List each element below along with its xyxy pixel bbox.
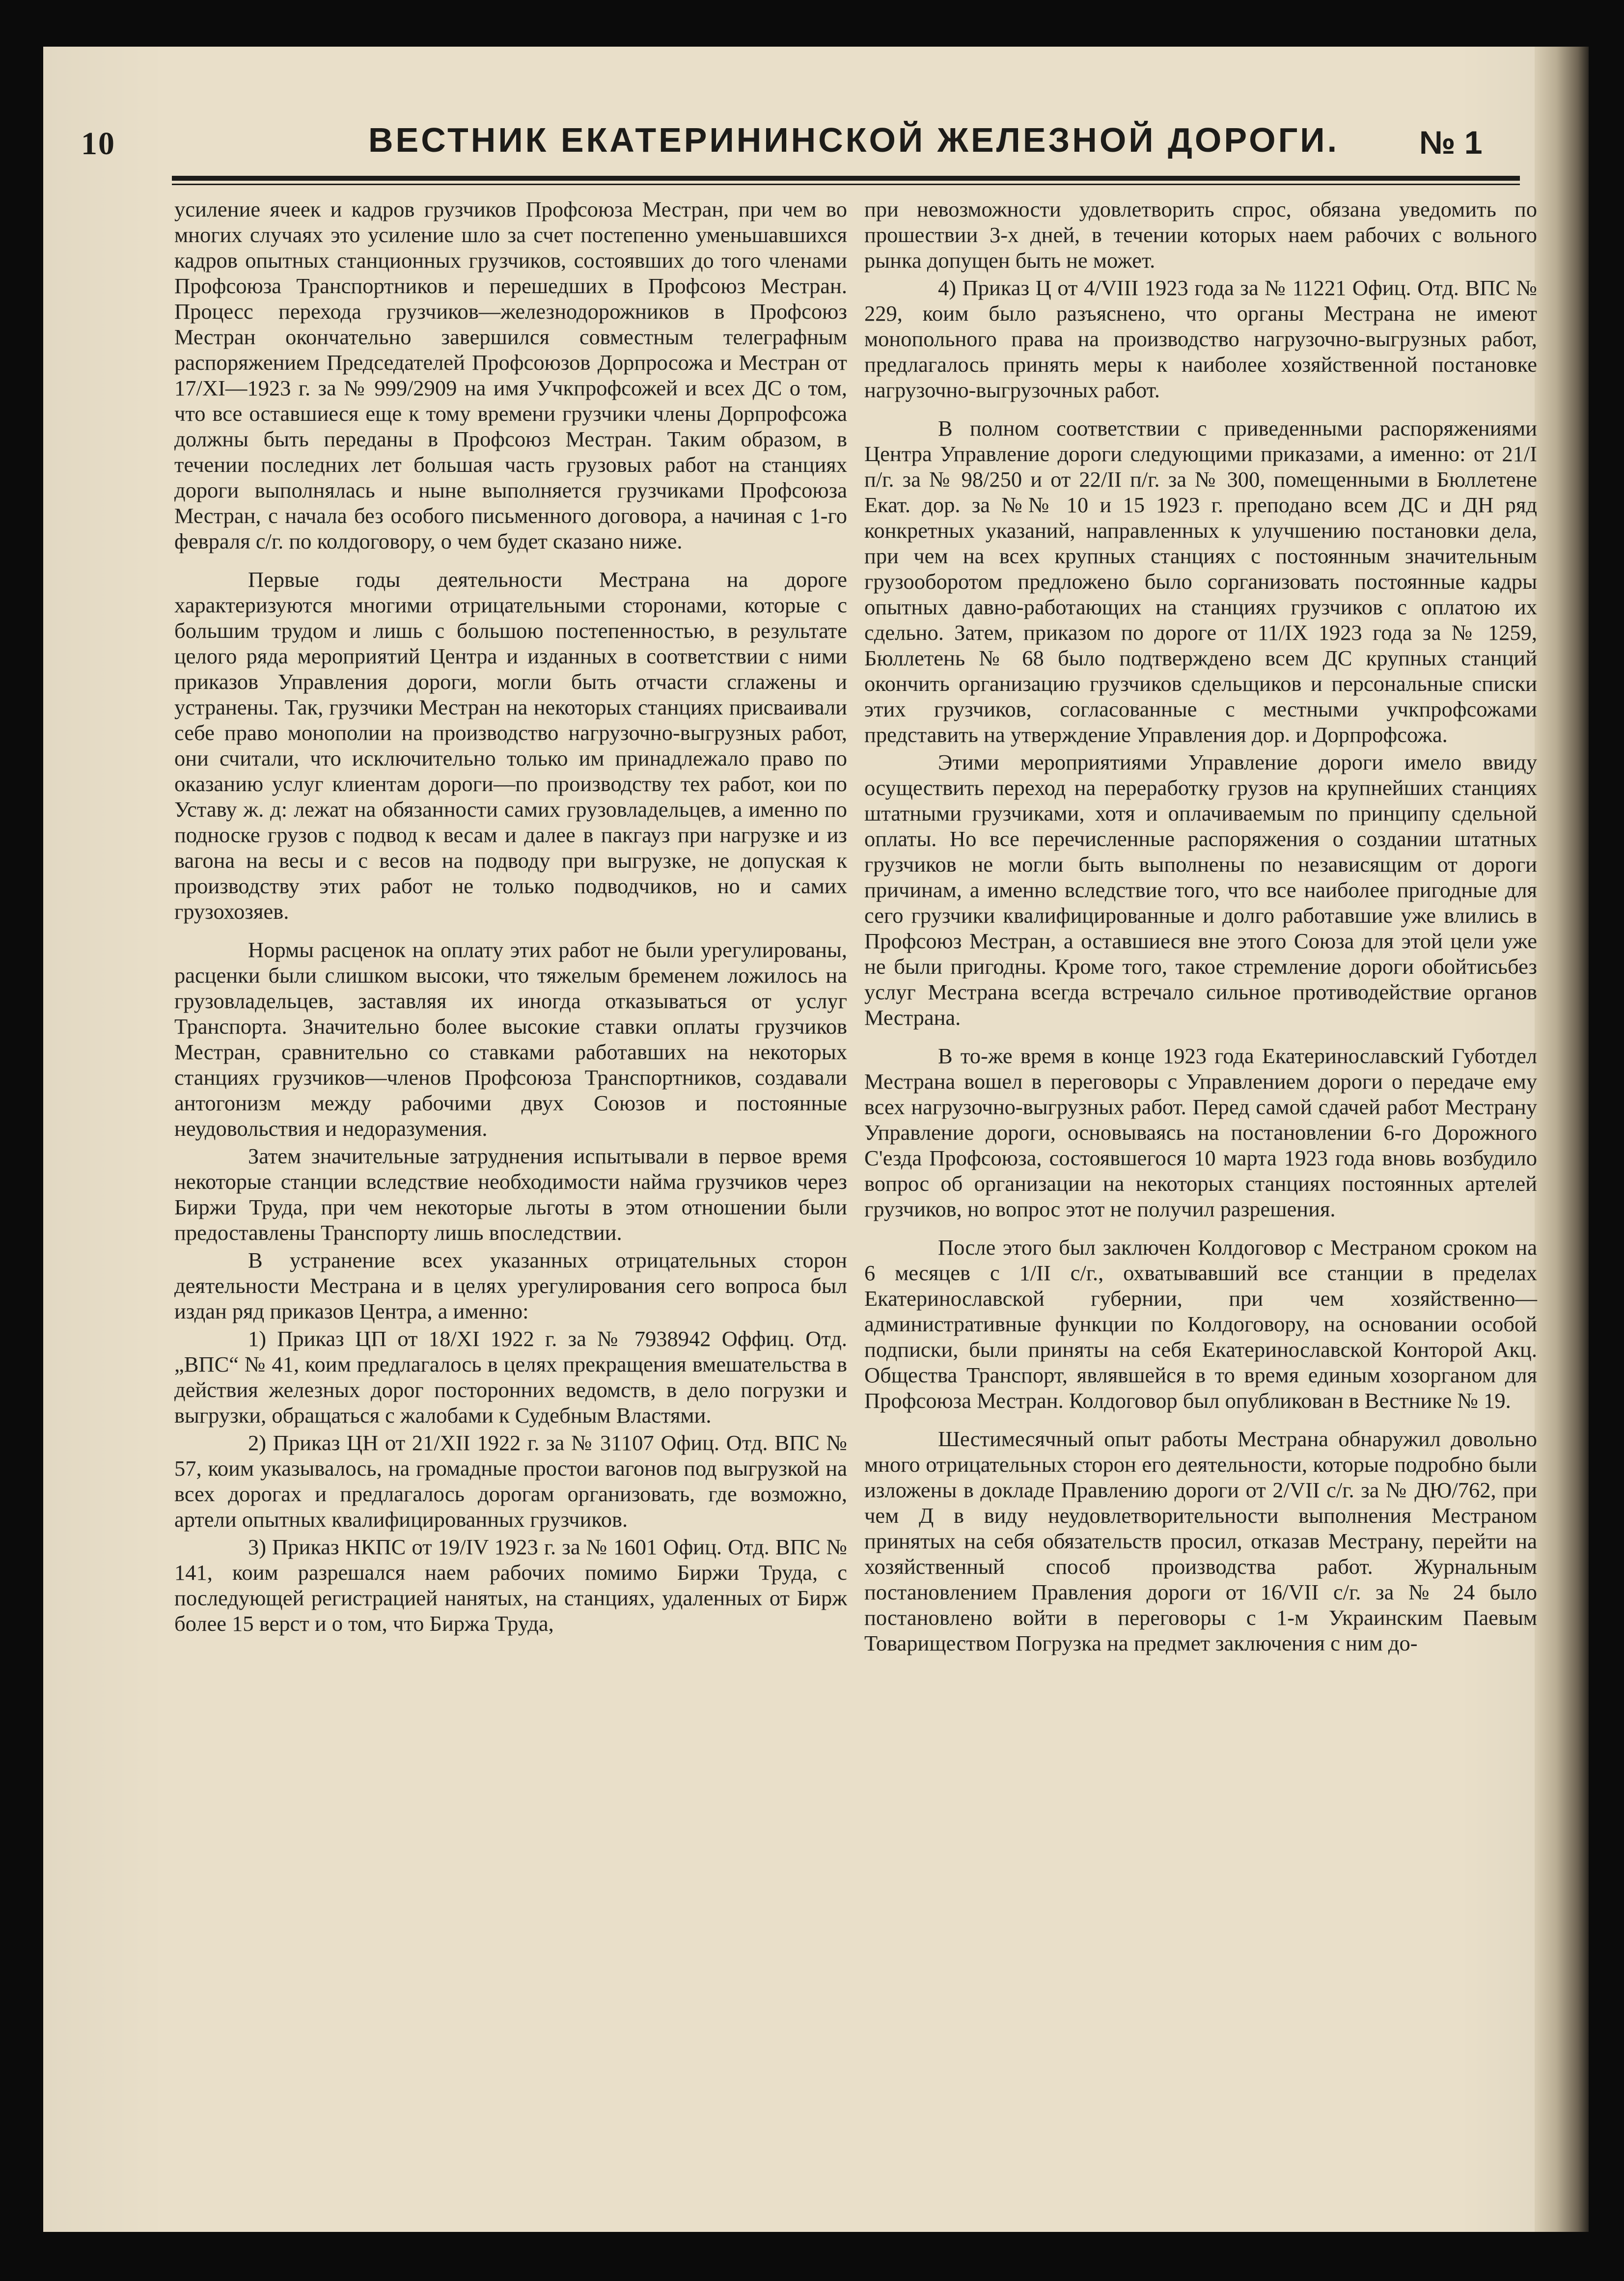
paragraph: 4) Приказ Ц от 4/VIII 1923 года за № 11221 Офиц. Отд. ВПС № 229, коим было разъяснено, что органы Местрана не имеют монопольного права на производство нагрузочно-выгрузных работ, предлагалось принять меры к наиболее хозяйственной постановке нагрузочно-выгрузочных работ. [864, 275, 1537, 402]
paragraph: После этого был заключен Колдоговор с Местраном сроком на 6 месяцев с 1/II с/г., охватывавший все станции в пределах Екатеринославской губернии, при чем хозяйственно—административные функции по Колдоговору, на основании особой подписки, были приняты на себя Екатеринославской Конторой Акц. Общества Транспорт, являвшейся в то время единым хозорганом для Профсоюза Местран. Колдоговор был опубликован в Вестнике № 19. [864, 1235, 1537, 1413]
paragraph: Шестимесячный опыт работы Местрана обнаружил довольно много отрицательных сторон его деятельности, которые подробно были изложены в докладе Правлению дороги от 2/VII с/г. за № ДЮ/762, при чем Д в виду неудовлетворительности выполнения Местраном принятых на себя обязательств просил, отказав Местрану, перейти на хозяйственный способ производства работ. Журнальным постановлением Правления дороги от 16/VII с/г. за № 24 было постановлено войти в переговоры с 1-м Украинским Паевым Товариществом Погрузка на предмет заключения с ним до- [864, 1427, 1537, 1655]
paragraph: В устранение всех указанных отрицательных сторон деятельности Местрана и в целях урегулирования сего вопроса был издан ряд приказов Центра, а именно: [174, 1248, 847, 1323]
journal-title: ВЕСТНИК ЕКАТЕРИНИНСКОЙ ЖЕЛЕЗНОЙ ДОРОГИ. [368, 121, 1340, 159]
paragraph: Нормы расценок на оплату этих работ не были урегулированы, расценки были слишком высоки, что тяжелым бременем ложилось на грузовладельцев, заставляя их иногда отказываться от услуг Транспорта. Значительно более высокие ставки оплаты грузчиков Местран, сравнительно со ставками работавших на некоторых станциях грузчиков—членов Профсоюза Транспортников, создавали антогонизм между рабочими двух Союзов и постоянные неудовольствия и недоразумения. [174, 937, 847, 1141]
header-rule-thick [172, 176, 1520, 181]
paragraph: В полном соответствии с приведенными распоряжениями Центра Управление дороги следующими приказами, а именно: от 21/I п/г. за № 98/250 и от 22/II п/г. за № 300, помещенными в Бюллетене Екат. дор. за №№ 10 и 15 1923 г. преподано всем ДС и ДН ряд конкретных указаний, направленных к улучшению постановки дела, при чем на всех крупных станциях с постоянным значительным грузооборотом предложено было сорганизовать постоянные кадры опытных давно-работающих на станциях грузчиков с оплатою их сдельно. Затем, приказом по дороге от 11/IX 1923 года за № 1259, Бюллетень № 68 было подтверждено всем ДС крупных станций окончить организацию грузчиков сдельщиков и персональные списки этих грузчиков, согласованные с местными учкпрофсожами представить на утверждение Управления дор. и Дорпрофсожа. [864, 416, 1537, 747]
page-fold-shadow [1535, 47, 1589, 2232]
right-column [864, 196, 1537, 1658]
paragraph: 3) Приказ НКПС от 19/IV 1923 г. за № 1601 Офиц. Отд. ВПС № 141, коим разрешался наем рабочих помимо Биржи Труда, с последующей регистрацией нанятых, на станциях, удаленных от Бирж более 15 верст и о том, что Биржа Труда, [174, 1535, 847, 1636]
header-rule-thin [172, 184, 1520, 185]
paragraph: Этими мероприятиями Управление дороги имело ввиду осуществить переход на переработку грузов на крупнейших станциях штатными грузчиками, хотя и оплачиваемым по принципу сдельной оплаты. Но все перечисленные распоряжения о создании штатных грузчиков не могли быть выполнены по независящим от дороги причинам, а именно вследствие того, что все наиболее пригодные для сего грузчики квалифицированные и долго работавшие уже влились в Профсоюз Местран, а оставшиеся вне этого Союза для этой цели уже не были пригодны. Кроме того, такое стремление дороги обойтисьбез услуг Местрана всегда встречало сильное противодействие органов Местрана. [864, 750, 1537, 1030]
paragraph: В то-же время в конце 1923 года Екатеринославский Губотдел Местрана вошел в переговоры с Управлением дороги о передаче ему всех нагрузочно-выгрузных работ. Перед самой сдачей работ Местрану Управление дороги, основываясь на постановлении 6-го Дорожного С'езда Профсоюза, состоявшегося 10 марта 1923 года вновь возбудило вопрос об организации на некоторых станциях постоянных артелей грузчиков, но вопрос этот не получил разрешения. [864, 1044, 1537, 1221]
paragraph: Затем значительные затруднения испытывали в первое время некоторые станции вследствие необходимости найма грузчиков через Биржи Труда, при чем некоторые льготы в этом отношении были предоставлены Транспорту лишь впоследствии. [174, 1144, 847, 1245]
paragraph: 2) Приказ ЦН от 21/XII 1922 г. за № 31107 Офиц. Отд. ВПС № 57, коим указывалось, на громадные простои вагонов под выгрузкой на всех дорогах и предлагалось дорогам организовать, где возможно, артели опытных квалифицированных грузчиков. [174, 1430, 847, 1532]
paragraph: при невозможности удовлетворить спрос, обязана уведомить по прошествии 3-х дней, в течении которых наем рабочих с вольного рынка допущен быть не может. [864, 197, 1537, 273]
left-column [174, 196, 847, 1638]
paragraph: Первые годы деятельности Местрана на дороге характеризуются многими отрицательными сторонами, которые с большим трудом и лишь с большою постепенностью, в результате целого ряда мероприятий Центра и изданных в соответствии с ними приказов Управления дороги, могли быть отчасти сглажены и устранены. Так, грузчики Местран на некоторых станциях присваивали себе право монополии на производство нагрузочно-выгрузных работ, они считали, что исключительно только им принадлежало право по оказанию услуг клиентам дороги—по производству тех работ, кои по Уставу ж. д: лежат на обязанности самих грузовладельцев, а именно по подноске грузов с подвод к весам и далее в пакгауз при нагрузке и из вагона на весы и с весов на подводу при выгрузке, не допуская к производству этих работ не только подводчиков, но и самих грузохозяев. [174, 567, 847, 924]
issue-number: № 1 [1419, 124, 1483, 161]
page-number: 10 [81, 126, 115, 162]
paragraph: усиление ячеек и кадров грузчиков Профсоюза Местран, при чем во многих случаях это усиление шло за счет постепенно уменьшавшихся кадров опытных станционных грузчиков, состоявших до того членами Профсоюза Транспортников и перешедших в Профсоюз Местран. Процесс перехода грузчиков—железнодорожников в Профсоюз Местран окончательно завершился совместным телеграфным распоряжением Председателей Профсоюзов Дорпросожа и Местран от 17/XI—1923 г. за № 999/2909 на имя Учкпрофсожей и всех ДС о том, что все оставшиеся еще к тому времени грузчики члены Дорпрофсожа должны быть переданы в Профсоюз Местран. Таким образом, в течении последних лет большая часть грузовых работ на станциях дороги выполнялась и ныне выполняется грузчиками Профсоюза Местран, с начала без особого письменного договора, а начиная с 1-го февраля с/г. по колдоговору, о чем будет сказано ниже. [174, 197, 847, 553]
paragraph: 1) Приказ ЦП от 18/XI 1922 г. за № 7938942 Оффиц. Отд. „ВПС“ № 41, коим предлагалось в целях прекращения вмешательства в действия железных дорог посторонних ведомств, в дело погрузки и выгрузки, обращаться с жалобами к Судебным Властями. [174, 1326, 847, 1428]
